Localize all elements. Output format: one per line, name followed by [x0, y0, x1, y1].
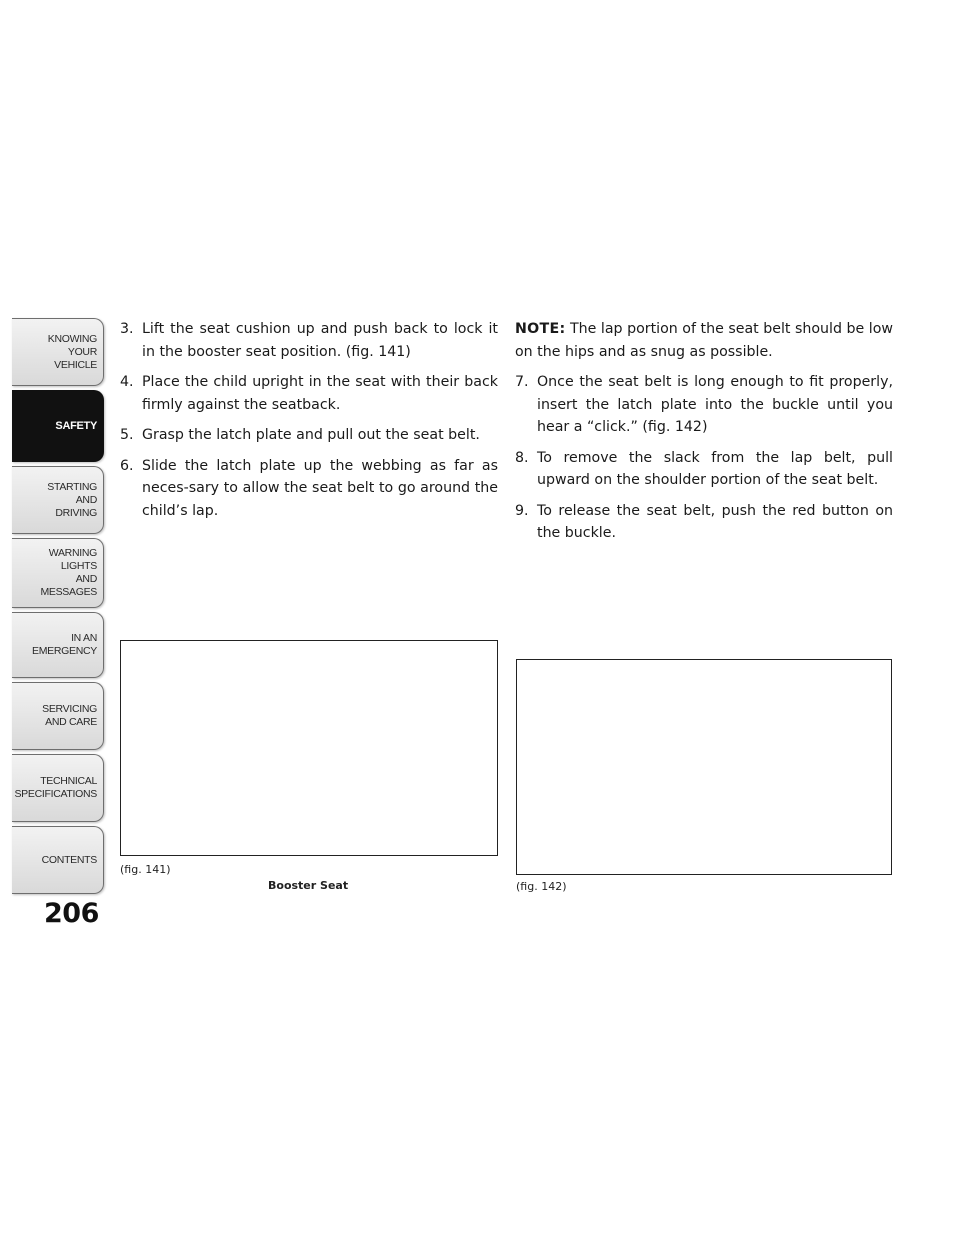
step-5 — [120, 424, 498, 447]
tab-warning-lights-and-messages[interactable]: WARNING LIGHTS AND MESSAGES — [12, 538, 104, 608]
tab-contents[interactable]: CONTENTS — [12, 826, 104, 894]
tab-knowing-your-vehicle[interactable]: KNOWING YOUR VEHICLE — [12, 318, 104, 386]
step-number: 6. — [120, 457, 134, 474]
figure-142-image — [516, 659, 892, 875]
step-4 — [120, 371, 498, 416]
figure-141-image — [120, 640, 498, 856]
note-paragraph — [515, 318, 893, 363]
tab-servicing-and-care[interactable]: SERVICING AND CARE — [12, 682, 104, 750]
step-3 — [120, 318, 498, 363]
figure-141-caption: Booster Seat — [268, 879, 349, 892]
step-text: Once the seat belt is long enough to fit properly, insert the latch plate into the buckle until you hear a “click.” (fig. 142) — [537, 374, 893, 435]
step-8 — [515, 447, 893, 492]
step-9 — [515, 500, 893, 545]
step-7 — [515, 371, 893, 439]
step-text: Lift the seat cushion up and push back to lock it in the booster seat position. (fig. 141) — [142, 321, 498, 360]
left-column — [120, 318, 498, 530]
step-text: Slide the latch plate up the webbing as far as neces-sary to allow the seat belt to go around the child’s lap. — [142, 457, 498, 519]
figure-141-label: (fig. 141) — [120, 863, 171, 876]
step-number: 4. — [120, 374, 134, 390]
step-number: 3. — [120, 321, 134, 337]
step-number: 8. — [515, 449, 529, 466]
step-text: To release the seat belt, push the red button on the buckle. — [537, 502, 893, 541]
figure-142-label: (fig. 142) — [516, 880, 567, 893]
step-6 — [120, 455, 498, 523]
note-label: NOTE: — [515, 321, 566, 337]
note-text: The lap portion of the seat belt should be low on the hips and as snug as possible. — [515, 321, 893, 360]
tab-starting-and-driving[interactable]: STARTING AND DRIVING — [12, 466, 104, 534]
step-number: 5. — [120, 427, 134, 443]
step-number: 9. — [515, 502, 529, 519]
step-text: To remove the slack from the lap belt, pull upward on the shoulder portion of the seat belt. — [537, 449, 893, 488]
tab-safety[interactable]: SAFETY — [12, 390, 104, 462]
step-text: Grasp the latch plate and pull out the seat belt. — [142, 427, 480, 443]
tab-in-an-emergency[interactable]: IN AN EMERGENCY — [12, 612, 104, 678]
step-text: Place the child upright in the seat with their back firmly against the seatback. — [142, 374, 498, 413]
right-column — [515, 318, 893, 553]
tab-technical-specifications[interactable]: TECHNICAL SPECIFICATIONS — [12, 754, 104, 822]
step-number: 7. — [515, 374, 529, 390]
page-number: 206 — [44, 898, 99, 929]
